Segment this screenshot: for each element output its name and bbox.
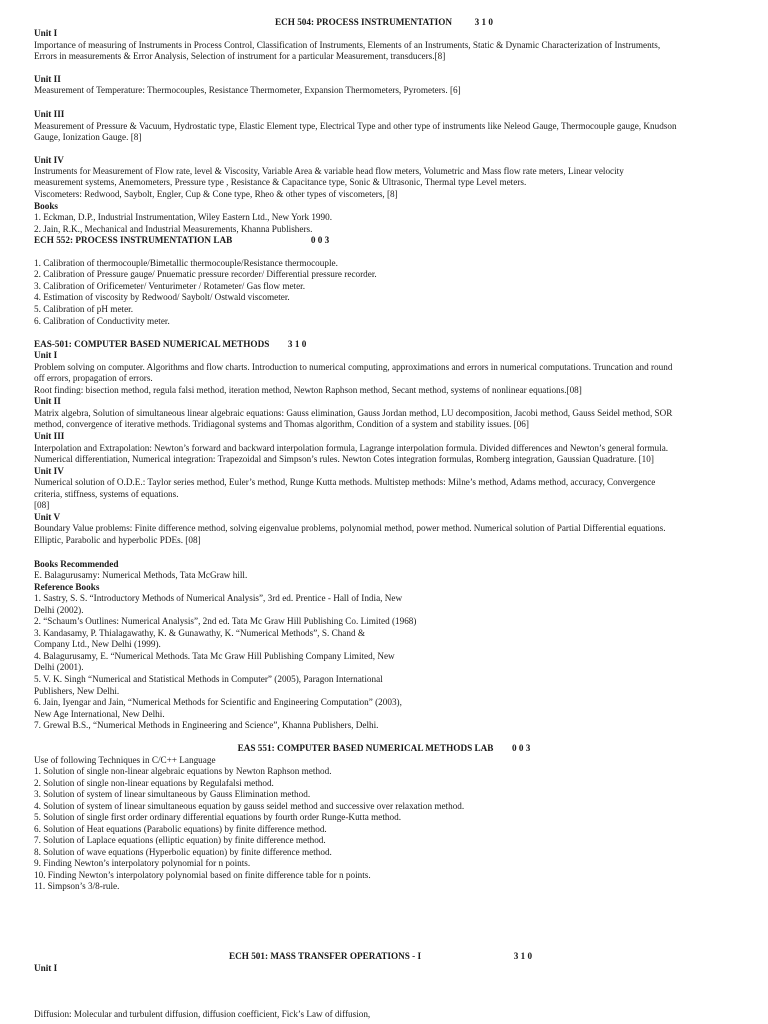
ech504-unit4-text: Viscometers: Redwood, Saybolt, Engler, Cup & Cone type, Rheo & other types of viscometers, [8] <box>34 189 398 199</box>
ech552-item: 3. Calibration of Orificemeter/ Venturimeter / Rotameter/ Gas flow meter. <box>34 281 306 291</box>
eas501-reference: Delhi (2001). <box>34 662 84 672</box>
eas551-item: 5. Solution of single first order ordinary differential equations by fourth order Runge-Kutta method. <box>34 812 401 822</box>
eas501-unit5-heading: Unit V <box>34 512 61 522</box>
eas551-item: 9. Finding Newton’s interpolatory polynomial for n points. <box>34 858 251 868</box>
eas501-reference: Publishers, New Delhi. <box>34 686 120 696</box>
ech552-item: 6. Calibration of Conductivity meter. <box>34 316 170 326</box>
eas501-unit2-text: Matrix algebra, Solution of simultaneous linear algebraic equations: Gauss elimination, Gauss Jordan method, LU decomposition, Jacobi method, Gauss Seidel method, SOR <box>34 408 673 418</box>
ech504-unit3-text: Measurement of Pressure & Vacuum, Hydrostatic type, Elastic Element type, Electrical Type and other type of instruments like Neleod Gauge, Thermocouple gauge, Knudson <box>34 121 677 131</box>
ech501-title: ECH 501: MASS TRANSFER OPERATIONS - I <box>229 951 422 961</box>
eas501-reference: 1. Sastry, S. S. “Introductory Methods of Numerical Analysis”, 3rd ed. Prentice - Hall of India, New <box>34 593 403 603</box>
ech504-unit1-heading: Unit I <box>34 28 58 38</box>
eas501-unit1-text: Root finding: bisection method, regula falsi method, iteration method, Newton Raphson method, Secant method, systems of nonlinear equations.[08] <box>34 385 582 395</box>
eas551-intro: Use of following Techniques in C/C++ Language <box>34 755 216 765</box>
eas501-book: E. Balagurusamy: Numerical Methods, Tata McGraw hill. <box>34 570 248 580</box>
ech501-credits: 3 1 0 <box>513 951 533 961</box>
eas551-credits: 0 0 3 <box>511 743 531 753</box>
eas551-item: 1. Solution of single non-linear algebraic equations by Newton Raphson method. <box>34 766 332 776</box>
eas501-reference: 6. Jain, Iyengar and Jain, “Numerical Methods for Scientific and Engineering Computation” (2003), <box>34 697 402 707</box>
eas551-item: 11. Simpson’s 3/8-rule. <box>34 881 120 891</box>
ech501-title-line <box>229 951 629 962</box>
ech552-title: ECH 552: PROCESS INSTRUMENTATION LAB <box>34 235 233 245</box>
eas501-unit4-text: criteria, stiffness, systems of equations. <box>34 489 179 499</box>
eas501-reference: 2. “Schaum’s Outlines: Numerical Analysis”, 2nd ed. Tata Mc Graw Hill Publishing Co. Limited (1968) <box>34 616 417 626</box>
eas501-title-line <box>34 339 740 350</box>
eas501-title: EAS-501: COMPUTER BASED NUMERICAL METHODS <box>34 339 270 349</box>
eas501-unit3-text: Interpolation and Extrapolation: Newton’s forward and backward interpolation formula, Lagrange interpolation formula. Divided differences and Newton’s general formula. <box>34 443 669 453</box>
eas501-reference: 7. Grewal B.S., “Numerical Methods in Engineering and Science”, Khanna Publishers, Delhi. <box>34 720 379 730</box>
ech504-title: ECH 504: PROCESS INSTRUMENTATION <box>274 17 453 27</box>
eas501-unit1-text: Problem solving on computer. Algorithms and flow charts. Introduction to numerical computing, approximations and errors in numerical computations. Truncation and round <box>34 362 673 372</box>
ech552-item: 2. Calibration of Pressure gauge/ Pnuematic pressure recorder/ Differential pressure recorder. <box>34 269 377 279</box>
eas551-item: 10. Finding Newton’s interpolatory polynomial based on finite difference table for n points. <box>34 870 371 880</box>
ech504-unit4-heading: Unit IV <box>34 155 64 165</box>
ech504-unit3-heading: Unit III <box>34 109 65 119</box>
ech504-unit1-text: Importance of measuring of Instruments in Process Control, Classification of Instruments, Elements of an Instruments, Static & Dynamic Characterization of Instruments, <box>34 40 661 50</box>
eas501-unit5-text: Elliptic, Parabolic and hyperbolic PDEs. [08] <box>34 535 201 545</box>
ech501-unit1-heading: Unit I <box>34 963 58 973</box>
ech501-text: Diffusion: Molecular and turbulent diffusion, diffusion coefficient, Fick’s Law of diffusion, <box>34 1009 371 1019</box>
ech504-unit1-text: Errors in measurements & Error Analysis, Selection of instrument for a particular Measurement, transducers.[8] <box>34 51 446 61</box>
ech552-title-line <box>34 235 740 246</box>
eas551-item: 3. Solution of system of linear simultaneous by Gauss Elimination method. <box>34 789 311 799</box>
ech504-books-heading: Books <box>34 201 59 211</box>
eas501-unit4-heading: Unit IV <box>34 466 64 476</box>
eas501-reference-heading: Reference Books <box>34 582 100 592</box>
ech504-unit4-text: measurement systems, Anemometers, Pressure type , Resistance & Capacitance type, Sonic & Ultrasonic, Thermal type Level meters. <box>34 177 527 187</box>
ech504-unit3-text: Gauge, Ionization Gauge. [8] <box>34 132 142 142</box>
eas501-reference: Company Ltd., New Delhi (1999). <box>34 639 161 649</box>
eas501-credits: 3 1 0 <box>287 339 307 349</box>
ech504-title-line <box>0 17 768 28</box>
eas501-unit2-text: method, convergence of iterative methods. Tridiagonal systems and Thomas algorithm, Condition of a system and stability issues. [06] <box>34 419 529 429</box>
ech504-book: 2. Jain, R.K., Mechanical and Industrial Measurements, Khanna Publishers. <box>34 224 313 234</box>
eas501-unit4-text: [08] <box>34 500 50 510</box>
ech552-item: 5. Calibration of pH meter. <box>34 304 133 314</box>
eas501-unit4-text: Numerical solution of O.D.E.: Taylor series method, Euler’s method, Runge Kutta methods. Multistep methods: Milne’s method, Adams method, accuracy, Convergence <box>34 477 656 487</box>
ech552-item: 4. Estimation of viscosity by Redwood/ Saybolt/ Ostwald viscometer. <box>34 292 290 302</box>
eas501-reference: 4. Balagurusamy, E. “Numerical Methods. Tata Mc Graw Hill Publishing Company Limited, New <box>34 651 395 661</box>
eas501-unit3-text: Numerical differentiation, Numerical integration: Trapezoidal and Simpson’s rules. Newton Cotes integration formulas, Romberg integration, Gaussian Quadrature. [10] <box>34 454 654 464</box>
eas551-item: 6. Solution of Heat equations (Parabolic equations) by finite difference method. <box>34 824 327 834</box>
eas501-reference: New Age International, New Delhi. <box>34 709 165 719</box>
eas551-title: EAS 551: COMPUTER BASED NUMERICAL METHODS LAB <box>237 743 494 753</box>
ech504-unit2-heading: Unit II <box>34 74 61 84</box>
ech504-credits: 3 1 0 <box>474 17 494 27</box>
eas501-reference: Delhi (2002). <box>34 605 84 615</box>
ech552-credits: 0 0 3 <box>310 235 330 245</box>
eas501-unit5-text: Boundary Value problems: Finite difference method, solving eigenvalue problems, polynomial method, power method. Numerical solution of Partial Differential equations. <box>34 523 666 533</box>
eas501-unit1-text: off errors, propagation of errors. <box>34 373 153 383</box>
eas501-unit1-heading: Unit I <box>34 350 58 360</box>
eas501-unit2-heading: Unit II <box>34 396 61 406</box>
ech552-item: 1. Calibration of thermocouple/Bimetallic thermocouple/Resistance thermocouple. <box>34 258 338 268</box>
eas501-reference: 3. Kandasamy, P. Thialagawathy, K. & Gunawathy, K. “Numerical Methods”, S. Chand & <box>34 628 366 638</box>
ech504-book: 1. Eckman, D.P., Industrial Instrumentation, Wiley Eastern Ltd., New York 1990. <box>34 212 333 222</box>
ech504-unit2-text: Measurement of Temperature: Thermocouples, Resistance Thermometer, Expansion Thermometers, Pyrometers. [6] <box>34 85 461 95</box>
ech504-unit4-text: Instruments for Measurement of Flow rate, level & Viscosity, Variable Area & variable head flow meters, Volumetric and Mass flow rate meters, Linear velocity <box>34 166 624 176</box>
eas551-title-line <box>0 743 768 754</box>
eas551-item: 2. Solution of single non-linear equations by Regulafalsi method. <box>34 778 274 788</box>
eas501-reference: 5. V. K. Singh “Numerical and Statistical Methods in Computer” (2005), Paragon International <box>34 674 383 684</box>
eas551-item: 8. Solution of wave equations (Hyperbolic equation) by finite difference method. <box>34 847 332 857</box>
eas551-item: 4. Solution of system of linear simultaneous equation by gauss seidel method and successive over relaxation method. <box>34 801 465 811</box>
eas551-item: 7. Solution of Laplace equations (elliptic equation) by finite difference method. <box>34 835 326 845</box>
eas501-unit3-heading: Unit III <box>34 431 65 441</box>
eas501-books-recommended-heading: Books Recommended <box>34 559 119 569</box>
